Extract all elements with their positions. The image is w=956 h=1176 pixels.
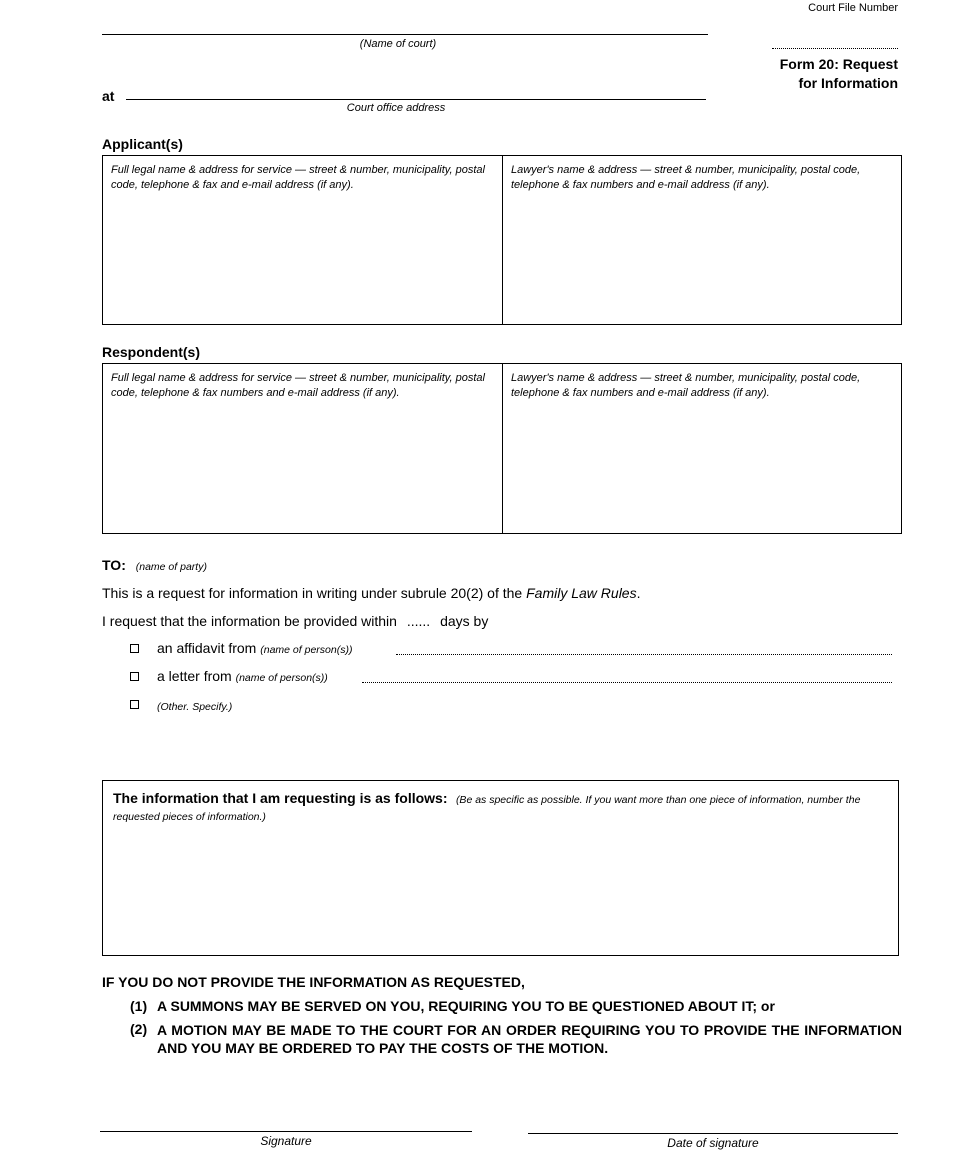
letter-person-field[interactable]	[362, 682, 892, 683]
affidavit-option-label	[157, 640, 352, 656]
name-of-court-caption: (Name of court)	[359, 38, 437, 50]
warning-item2-number: (2)	[130, 1021, 148, 1037]
warning-item1-text: A SUMMONS MAY BE SERVED ON YOU, REQUIRING YOU TO BE QUESTIONED ABOUT IT; or	[157, 998, 775, 1014]
request-intro-prefix: This is a request for information in writing under subrule 20(2) of the	[102, 585, 527, 601]
letter-option-label	[157, 668, 328, 684]
respondents-box	[102, 363, 902, 534]
respondents-title: Respondent(s)	[102, 344, 200, 360]
respondent-address-field[interactable]	[103, 364, 503, 533]
letter-checkbox[interactable]	[130, 672, 139, 681]
to-label: TO:	[102, 557, 126, 573]
date-of-signature-line[interactable]	[528, 1133, 898, 1134]
at-label: at	[102, 88, 115, 104]
other-checkbox[interactable]	[130, 700, 139, 709]
to-line[interactable]	[102, 557, 207, 573]
applicant-address-field[interactable]	[103, 156, 503, 324]
applicants-title: Applicant(s)	[102, 136, 183, 152]
respondent-lawyer-instruction: Lawyer's name & address — street & number, municipality, postal code, telephone & fax numbers and e-mail address (if any).	[511, 372, 861, 399]
respondent-lawyer-field[interactable]	[503, 364, 901, 533]
form-title-line1: Form 20: Request	[779, 56, 898, 72]
request-days	[102, 613, 488, 629]
warning-item1-number: (1)	[130, 998, 148, 1014]
request-days-suffix: days by	[440, 613, 489, 629]
family-law-rules: Family Law Rules	[526, 585, 637, 601]
signature-caption: Signature	[260, 1134, 312, 1148]
to-caption: (name of party)	[135, 561, 207, 573]
request-days-prefix: I request that the information be provided within	[102, 613, 397, 629]
court-name-line[interactable]	[102, 34, 708, 35]
date-of-signature-caption: Date of signature	[667, 1136, 759, 1150]
court-office-address-line[interactable]	[126, 99, 706, 100]
affidavit-checkbox[interactable]	[130, 644, 139, 653]
respondent-address-instruction: Full legal name & address for service — street & number, municipality, postal code, telephone & fax numbers and e-mail address (if any).	[111, 372, 485, 399]
letter-label: a letter from	[157, 668, 232, 684]
request-intro-suffix: .	[636, 585, 641, 601]
applicant-lawyer-instruction: Lawyer's name & address — street & number, municipality, postal code, telephone & fax numbers and e-mail address (if any).	[511, 164, 861, 191]
affidavit-person-field[interactable]	[396, 654, 892, 655]
form-title-line2: for Information	[798, 75, 898, 91]
applicant-address-instruction: Full legal name & address for service — street & number, municipality, postal code, telephone & fax and e-mail address (if any).	[111, 164, 485, 191]
other-hint: (Other. Specify.)	[157, 701, 233, 713]
warning-heading: IF YOU DO NOT PROVIDE THE INFORMATION AS REQUESTED,	[102, 974, 525, 990]
days-field[interactable]: ......	[406, 613, 431, 629]
signature-line[interactable]	[100, 1131, 472, 1132]
court-file-number-label: Court File Number	[808, 2, 898, 14]
court-file-number-field[interactable]	[772, 48, 898, 49]
letter-hint: (name of person(s))	[235, 672, 328, 684]
information-box-instruction: (Be as specific as possible. If you want more than one piece of information, number the requested pieces of information.)	[113, 794, 861, 823]
applicant-lawyer-field[interactable]	[503, 156, 901, 324]
information-box-title: The information that I am requesting is as follows:	[113, 790, 448, 806]
form-title	[700, 55, 898, 93]
applicants-box	[102, 155, 902, 325]
affidavit-hint: (name of person(s))	[260, 644, 353, 656]
affidavit-label: an affidavit from	[157, 640, 257, 656]
request-intro	[102, 585, 640, 601]
warning-item2-text: A MOTION MAY BE MADE TO THE COURT FOR AN ORDER REQUIRING YOU TO PROVIDE THE INFORMATION AND YOU MAY BE ORDERED TO PAY THE COSTS OF THE MOTION.	[157, 1022, 902, 1056]
information-box[interactable]	[102, 780, 899, 956]
other-option-label	[157, 697, 232, 713]
court-office-address-caption: Court office address	[346, 102, 446, 114]
